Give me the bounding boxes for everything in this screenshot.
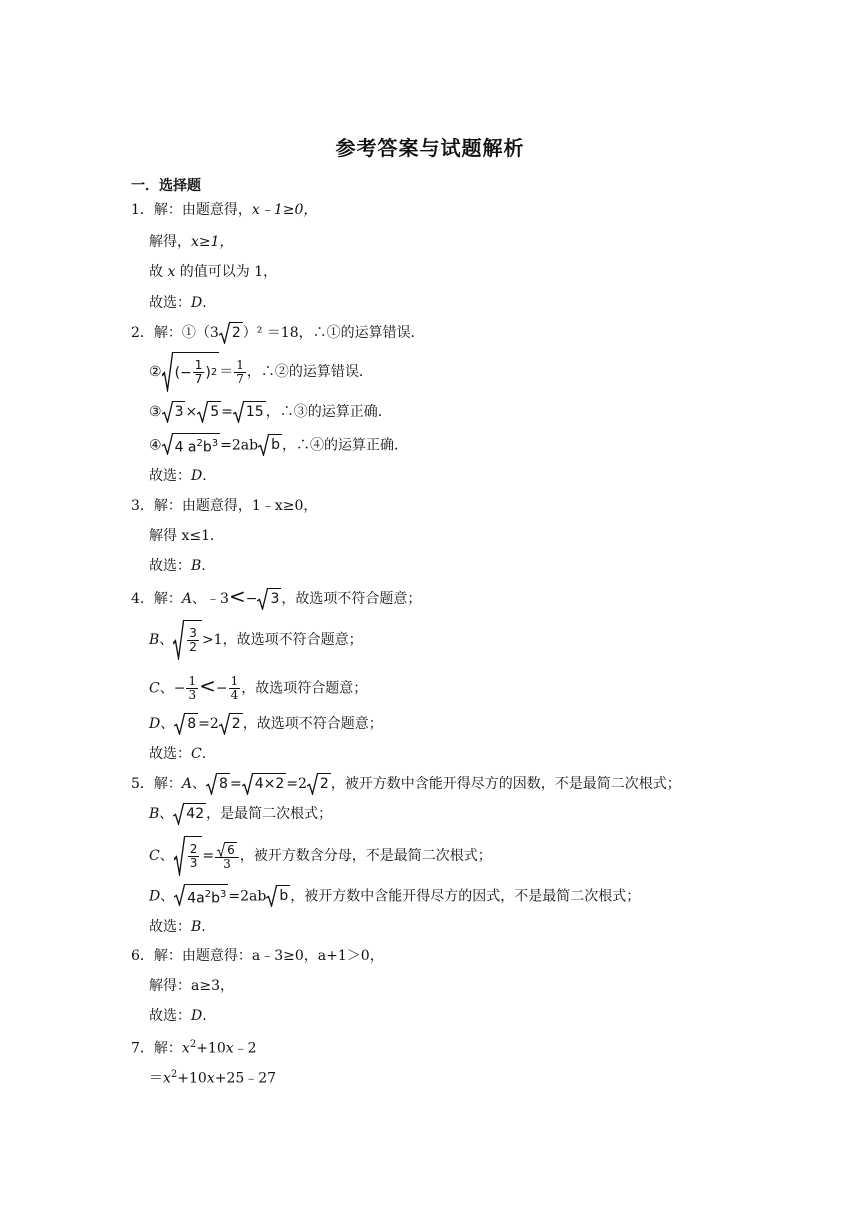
- text: .: [202, 1008, 207, 1024]
- fraction: [193, 359, 205, 386]
- text: ，∴③的运算正确．: [265, 404, 392, 420]
- text: x≥1，: [191, 234, 234, 250]
- denominator: 7: [194, 372, 203, 386]
- text: 、﹣3: [192, 591, 229, 607]
- q4-line4: [149, 713, 383, 735]
- q5-line5: [149, 917, 206, 937]
- q4-line5: [149, 744, 206, 764]
- sqrt: [219, 713, 243, 735]
- q2-line3: [149, 401, 392, 423]
- text: C: [191, 746, 202, 762]
- radicand: [184, 620, 202, 660]
- sqrt: [307, 773, 331, 795]
- q3-line1: 3．解：由题意得，1﹣x≥0，: [131, 498, 318, 514]
- text: +10: [196, 1040, 226, 1057]
- fraction: [186, 675, 198, 702]
- radicand: $4a^2b^3$: [185, 884, 228, 909]
- text: =2: [286, 776, 307, 792]
- text: 4a: [187, 890, 205, 907]
- text: +10: [177, 1070, 207, 1087]
- text: .: [201, 558, 206, 574]
- text: =2: [198, 716, 219, 732]
- text: ③: [149, 404, 162, 420]
- denominator: 4: [230, 688, 239, 702]
- text: 、: [159, 632, 174, 648]
- exponent: 2: [204, 889, 212, 900]
- numerator: [215, 842, 239, 858]
- sqrt: [162, 352, 220, 392]
- q4-line3: C、− $\frac{1}{3}$ <− $\frac{1}{4}$ ，故选项符合题意；: [149, 673, 368, 702]
- page-title: 参考答案与试题解析: [335, 136, 525, 160]
- q4-line1: 4．解：A、﹣3<− 3 ，故选项不符合题意；: [131, 584, 422, 608]
- text: x: [163, 1070, 171, 1087]
- sqrt: [217, 842, 237, 857]
- radicand: 6: [227, 842, 235, 857]
- text: D: [191, 1008, 203, 1024]
- radicand: 8: [185, 713, 198, 735]
- text: ×: [185, 404, 198, 420]
- radicand: 2: [230, 322, 243, 344]
- text: 的值可以为 1，: [175, 264, 278, 280]
- text: 故选：: [149, 468, 191, 484]
- text: .: [202, 295, 207, 311]
- text: 故: [149, 264, 168, 280]
- q2-line4: [149, 433, 408, 458]
- radicand: [185, 836, 203, 876]
- text: ＝: [149, 1070, 163, 1087]
- text: x: [225, 1040, 234, 1057]
- radicand: 4 $a^2b^3$: [173, 433, 221, 458]
- sqrt: [219, 322, 243, 344]
- text: 、: [159, 806, 174, 822]
- text: =: [229, 776, 242, 792]
- text: 、: [160, 888, 175, 905]
- text: ，被开方数中含能开得尽方的因式，不是最简二次根式；: [290, 888, 641, 905]
- numerator: 3: [189, 626, 197, 640]
- q1-line3: [149, 262, 277, 282]
- text: +25﹣27: [214, 1070, 277, 1087]
- q3-line3: [149, 556, 206, 576]
- denominator: 3: [189, 856, 198, 870]
- text: ，被开方数中含能开得尽方的因数，不是最简二次根式；: [330, 776, 681, 792]
- sqrt: [174, 713, 198, 735]
- sqrt: [174, 884, 228, 909]
- section-heading: 一．选择题: [131, 178, 201, 194]
- text: x﹣1≥0，: [251, 202, 318, 218]
- text: D: [191, 468, 203, 484]
- text: 2．解：①（3: [131, 325, 219, 341]
- radicand: 15: [244, 401, 266, 423]
- denominator: 3: [188, 688, 197, 702]
- text: D: [191, 295, 203, 311]
- text: 故选：: [149, 558, 191, 574]
- text: ②: [149, 364, 162, 380]
- radicand: 5: [208, 401, 221, 423]
- text: ，故选项不符合题意；: [242, 716, 383, 732]
- sqrt: [173, 803, 206, 825]
- q5-line3: [149, 836, 492, 876]
- text: .: [202, 468, 207, 484]
- text: =: [202, 848, 215, 864]
- text: ，故选项不符合题意；: [281, 591, 422, 607]
- text: ﹣2: [233, 1040, 257, 1057]
- sqrt: [258, 434, 282, 456]
- text: ，∴④的运算正确．: [281, 437, 408, 454]
- radicand: 3: [173, 401, 186, 423]
- exponent: 2: [196, 438, 203, 449]
- exponent: 2: [189, 1039, 197, 1050]
- q6-line1: 6．解：由题意得：a﹣3≥0，a+1＞0，: [131, 948, 384, 964]
- sqrt: [266, 885, 290, 907]
- text: 、: [160, 716, 175, 732]
- q2-line5: [149, 466, 207, 486]
- text: C: [149, 848, 160, 864]
- text: D: [149, 888, 161, 905]
- q2-line1: [131, 322, 425, 344]
- text: x: [167, 264, 176, 280]
- numerator: 1: [188, 674, 197, 688]
- sqrt: [197, 401, 221, 423]
- radicand: b: [277, 885, 290, 907]
- text: 7．解：: [131, 1040, 182, 1057]
- numerator: 1: [236, 357, 244, 372]
- q5-line4: [149, 884, 640, 909]
- text: ，故选项符合题意；: [241, 680, 368, 697]
- text: 、: [159, 848, 174, 864]
- text: 1．解：由题意得，: [131, 202, 252, 218]
- q1-line2: [149, 232, 234, 252]
- text: A: [181, 591, 193, 607]
- text: B: [149, 806, 160, 822]
- sqrt: [242, 773, 287, 795]
- radicand: 2: [318, 773, 331, 795]
- sqrt: [162, 433, 221, 458]
- text: B: [191, 919, 202, 935]
- sqrt: [257, 588, 281, 610]
- text: ④: [149, 437, 162, 454]
- sqrt: [206, 773, 230, 795]
- q4-line2: [149, 620, 363, 660]
- text: A: [181, 776, 193, 792]
- text: ＝: [219, 364, 234, 380]
- q7-line1: [131, 1035, 257, 1059]
- text: 故选：: [149, 295, 191, 311]
- fraction: [215, 842, 239, 871]
- sqrt: [173, 620, 202, 660]
- text: D: [149, 716, 161, 732]
- text: 5．解：: [131, 776, 182, 792]
- radicand: 8: [217, 773, 230, 795]
- fraction: [229, 675, 241, 702]
- text: >1，故选项不符合题意；: [201, 632, 363, 648]
- exponent: 2: [210, 366, 218, 378]
- text: 、: [192, 776, 207, 792]
- text: <: [228, 584, 246, 608]
- sqrt: [233, 401, 266, 423]
- numerator: 1: [230, 674, 239, 688]
- text: 故选：: [149, 1008, 191, 1024]
- text: ，被开方数含分母，不是最简二次根式；: [239, 848, 492, 864]
- radicand: 42: [184, 803, 206, 825]
- q3-line2: 解得 x≤1．: [149, 528, 224, 544]
- exponent: 2: [170, 1069, 178, 1080]
- radicand: 2: [230, 713, 243, 735]
- text: 4．解：: [131, 591, 182, 607]
- text: <: [199, 673, 216, 698]
- numerator: 2: [189, 842, 198, 856]
- q6-line3: [149, 1006, 207, 1026]
- q6-line2: 解得：a≥3，: [149, 978, 234, 994]
- text: =: [221, 404, 233, 420]
- text: =2ab: [228, 888, 267, 905]
- text: B: [191, 558, 202, 574]
- q5-line2: [149, 803, 332, 825]
- radicand: b: [269, 434, 282, 456]
- text: x: [206, 1070, 215, 1087]
- q2-line2: [149, 352, 373, 392]
- text: =2ab: [220, 437, 259, 454]
- text: 解得，: [149, 234, 191, 250]
- denominator: 2: [189, 640, 197, 654]
- denominator: 7: [236, 371, 244, 386]
- text: ，∴②的运算错误．: [246, 364, 373, 380]
- text: x: [181, 1040, 190, 1057]
- radicand: 3: [268, 588, 281, 610]
- radicand: 4×2: [253, 773, 287, 795]
- text: .: [201, 919, 206, 935]
- text: ）² ＝18，∴①的运算错误．: [242, 325, 425, 341]
- fraction: [188, 843, 200, 870]
- text: ，是最简二次根式；: [206, 806, 333, 822]
- q1-line4: [149, 293, 207, 313]
- text: C: [149, 680, 160, 697]
- sqrt: [162, 401, 186, 423]
- text: 、: [159, 680, 174, 697]
- text: .: [201, 746, 207, 762]
- q5-line1: [131, 773, 681, 795]
- radicand: (− $\frac{1}{7}$ ) 2: [173, 352, 220, 392]
- denominator: 3: [223, 856, 231, 871]
- numerator: 1: [194, 358, 203, 372]
- text: 故选：: [149, 919, 191, 935]
- text: 4 a: [174, 439, 197, 456]
- q1-line1: [131, 200, 317, 220]
- text: 故选：: [149, 746, 191, 762]
- sqrt: [174, 836, 203, 876]
- fraction: [187, 627, 199, 654]
- q7-line2: [149, 1065, 276, 1089]
- text: B: [149, 632, 160, 648]
- fraction: [234, 359, 246, 386]
